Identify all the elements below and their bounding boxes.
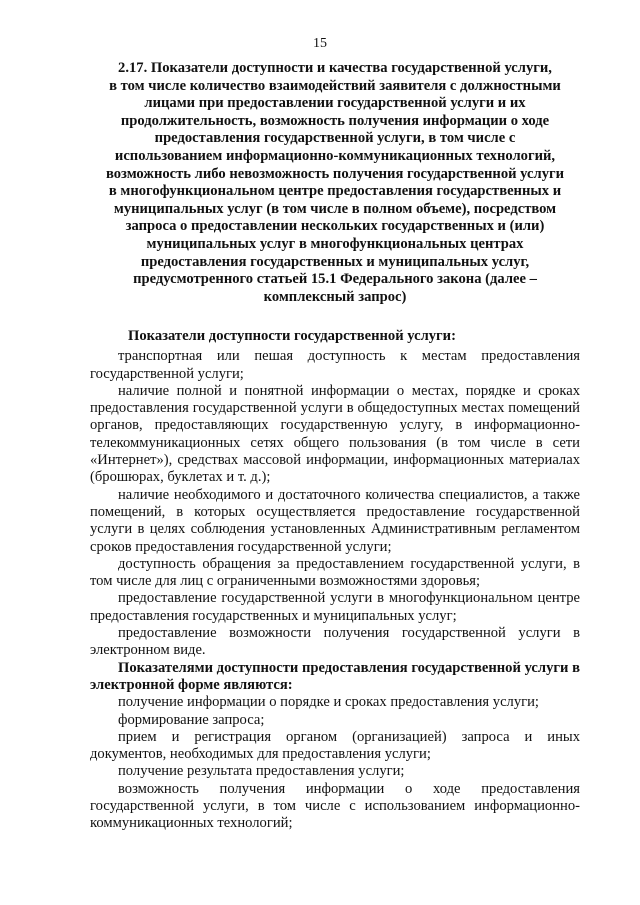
heading-line: в многофункциональном центре предоставления государственных и — [108, 183, 562, 200]
heading-line: предоставления государственной услуги, в том числе с — [154, 130, 516, 147]
section-heading — [90, 60, 580, 306]
availability-item: наличие полной и понятной информации о местах, порядке и сроках предоставления государственной услуги в общедоступных местах помещений органов, предоставляющих государственную услугу, в информационно-телекоммуникационных сетях общего пользования (в том числе в сети «Интернет»), средствах массовой информации, информационных материалах (брошюрах, буклетах и т. д.); — [90, 382, 580, 486]
availability-title: Показатели доступности государственной услуги: — [128, 328, 456, 344]
heading-line: продолжительность, возможность получения информации о ходе — [120, 112, 550, 129]
heading-line: использованием информационно-коммуникационных технологий, — [114, 147, 556, 164]
availability-item: доступность обращения за предоставлением государственной услуги, в том числе для лиц с ограниченными возможностями здоровья; — [90, 555, 580, 590]
heading-line: предусмотренного статьей 15.1 Федерального закона (далее – — [133, 271, 537, 288]
electronic-item: формирование запроса; — [118, 711, 265, 728]
heading-line: лицами при предоставлении государственной услуги и их — [144, 95, 526, 112]
availability-item: предоставление возможности получения государственной услуги в электронном виде. — [90, 625, 580, 659]
heading-line: муниципальных услуг в многофункциональных центрах — [146, 235, 524, 252]
heading-line: предоставления государственных и муниципальных услуг, — [140, 253, 530, 270]
electronic-item: получение результата предоставления услуги; — [118, 763, 405, 780]
availability-item: транспортная или пешая доступность к местам предоставления государственной услуги; — [90, 348, 580, 382]
availability-item: наличие необходимого и достаточного количества специалистов, а также помещений, в которых осуществляется предоставление государственной услуги в целях соблюдения установленных Административным регламентом сроков предоставления государственной услуги; — [90, 486, 580, 555]
electronic-item: прием и регистрация органом (организацией) запроса и иных документов, необходимых для предоставления услуги; — [90, 728, 580, 763]
electronic-item: получение информации о порядке и сроках предоставления услуги; — [118, 694, 539, 711]
heading-line: муниципальных услуг (в том числе в полном объеме), посредством — [113, 200, 557, 217]
electronic-title: Показателями доступности предоставления государственной услуги в электронной форме являются: — [90, 659, 580, 693]
availability-item: предоставление государственной услуги в многофункциональном центре предоставления государственных и муниципальных услуг; — [90, 590, 580, 624]
electronic-item: возможность получения информации о ходе предоставления государственной услуги, в том числе с использованием информационно-коммуникационных технологий; — [90, 780, 580, 832]
page-number: 15 — [313, 36, 327, 51]
heading-line: 2.17. Показатели доступности и качества государственной услуги, — [118, 60, 552, 76]
heading-line: в том числе количество взаимодействий заявителя с должностными — [109, 77, 561, 94]
heading-line: запроса о предоставлении нескольких государственных и (или) — [125, 218, 545, 235]
heading-line: комплексный запрос) — [263, 288, 407, 305]
document-body — [90, 328, 580, 833]
heading-line: возможность либо невозможность получения государственной услуги — [105, 165, 565, 182]
